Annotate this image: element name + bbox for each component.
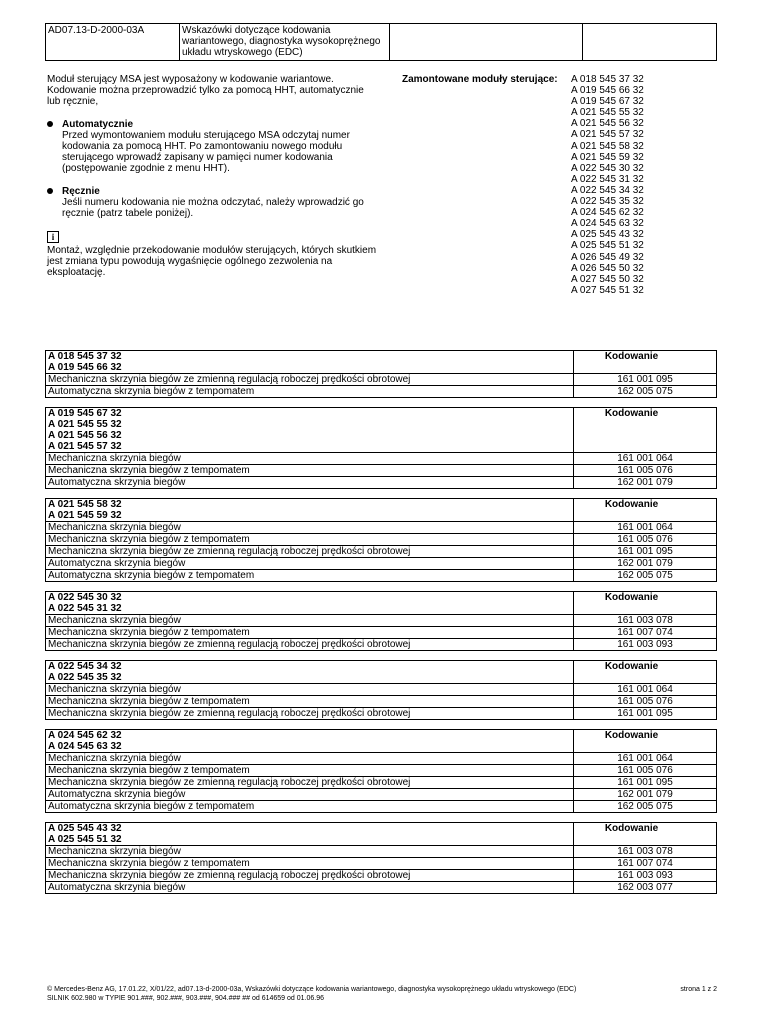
table-row bbox=[46, 858, 717, 870]
part-number: A 019 545 67 32 bbox=[48, 408, 122, 419]
module-item: A 027 545 50 32 bbox=[571, 273, 644, 285]
module-item: A 019 545 66 32 bbox=[571, 85, 644, 97]
table-row bbox=[46, 570, 717, 582]
coding-value: 161 007 074 bbox=[574, 858, 717, 870]
gearbox-description: Mechaniczna skrzynia biegów bbox=[46, 753, 574, 765]
coding-value: 161 003 093 bbox=[574, 870, 717, 882]
doc-id: AD07.13-D-2000-03A bbox=[46, 24, 180, 60]
table-row bbox=[46, 789, 717, 801]
gearbox-description: Mechaniczna skrzynia biegów ze zmienną regulacją roboczej prędkości obrotowej bbox=[46, 777, 574, 789]
info-icon: i bbox=[47, 231, 59, 243]
intro-section bbox=[47, 74, 377, 278]
module-item: A 022 545 34 32 bbox=[571, 184, 644, 196]
coding-value: 162 001 079 bbox=[574, 558, 717, 570]
coding-table-header bbox=[46, 592, 717, 615]
coding-value: 161 001 095 bbox=[574, 546, 717, 558]
module-item: A 026 545 50 32 bbox=[571, 262, 644, 274]
table-row bbox=[46, 696, 717, 708]
coding-table-header bbox=[46, 351, 717, 374]
coding-table bbox=[45, 729, 717, 813]
coding-value: 161 001 064 bbox=[574, 522, 717, 534]
coding-value: 161 003 078 bbox=[574, 846, 717, 858]
coding-value: 161 003 093 bbox=[574, 639, 717, 651]
coding-table-header bbox=[46, 499, 717, 522]
module-item: A 022 545 31 32 bbox=[571, 173, 644, 185]
gearbox-description: Mechaniczna skrzynia biegów z tempomatem bbox=[46, 534, 574, 546]
table-row bbox=[46, 386, 717, 398]
coding-value: 161 001 064 bbox=[574, 684, 717, 696]
bullet-manual bbox=[47, 186, 377, 219]
header-empty-cell-1 bbox=[390, 24, 583, 60]
table-row bbox=[46, 453, 717, 465]
module-item: A 024 545 63 32 bbox=[571, 218, 644, 230]
coding-column-header: Kodowanie bbox=[574, 730, 717, 753]
page-number: strona 1 z 2 bbox=[680, 986, 717, 993]
part-numbers-cell bbox=[46, 499, 574, 522]
coding-value: 161 001 095 bbox=[574, 777, 717, 789]
coding-value: 162 005 075 bbox=[574, 801, 717, 813]
header-table bbox=[45, 23, 717, 61]
gearbox-description: Mechaniczna skrzynia biegów bbox=[46, 684, 574, 696]
doc-title: Wskazówki dotyczące kodowania wariantowego, diagnostyka wysokoprężnego układu wtryskowego (EDC) bbox=[180, 24, 390, 60]
coding-value: 161 005 076 bbox=[574, 765, 717, 777]
gearbox-description: Mechaniczna skrzynia biegów z tempomatem bbox=[46, 627, 574, 639]
module-item: A 026 545 49 32 bbox=[571, 251, 644, 263]
gearbox-description: Mechaniczna skrzynia biegów z tempomatem bbox=[46, 765, 574, 777]
gearbox-description: Automatyczna skrzynia biegów bbox=[46, 477, 574, 489]
coding-column-header: Kodowanie bbox=[574, 499, 717, 522]
coding-table bbox=[45, 407, 717, 489]
bullet-automatic bbox=[47, 119, 377, 174]
part-number: A 021 545 58 32 bbox=[48, 499, 122, 510]
coding-value: 161 005 076 bbox=[574, 465, 717, 477]
module-item: A 027 545 51 32 bbox=[571, 284, 644, 296]
table-row bbox=[46, 684, 717, 696]
coding-value: 161 005 076 bbox=[574, 696, 717, 708]
coding-value: 161 005 076 bbox=[574, 534, 717, 546]
part-number: A 024 545 63 32 bbox=[48, 741, 122, 752]
coding-table-header bbox=[46, 730, 717, 753]
table-row bbox=[46, 627, 717, 639]
table-row bbox=[46, 753, 717, 765]
coding-table bbox=[45, 498, 717, 582]
table-row bbox=[46, 801, 717, 813]
coding-value: 161 001 064 bbox=[574, 753, 717, 765]
part-number: A 021 545 56 32 bbox=[48, 430, 122, 441]
table-row bbox=[46, 615, 717, 627]
table-row bbox=[46, 522, 717, 534]
table-row bbox=[46, 558, 717, 570]
part-number: A 021 545 57 32 bbox=[48, 441, 122, 452]
module-item: A 021 545 59 32 bbox=[571, 151, 644, 163]
table-row bbox=[46, 870, 717, 882]
module-item: A 021 545 58 32 bbox=[571, 140, 644, 152]
module-item: A 025 545 43 32 bbox=[571, 229, 644, 241]
module-item: A 021 545 57 32 bbox=[571, 129, 644, 141]
gearbox-description: Automatyczna skrzynia biegów z tempomatem bbox=[46, 801, 574, 813]
coding-column-header: Kodowanie bbox=[574, 592, 717, 615]
bullet-dot-icon bbox=[47, 188, 53, 194]
bullet-manual-text: Jeśli numeru kodowania nie można odczytać, należy wprowadzić go ręcznie (patrz tabele poniżej). bbox=[62, 197, 364, 219]
gearbox-description: Automatyczna skrzynia biegów bbox=[46, 789, 574, 801]
modules-label: Zamontowane moduły sterujące: bbox=[402, 74, 558, 85]
bullet-automatic-title: Automatycznie bbox=[62, 119, 134, 130]
part-number: A 022 545 34 32 bbox=[48, 661, 122, 672]
gearbox-description: Mechaniczna skrzynia biegów ze zmienną regulacją roboczej prędkości obrotowej bbox=[46, 870, 574, 882]
intro-paragraph: Moduł sterujący MSA jest wyposażony w kodowanie wariantowe. Kodowanie można przeprowadzić tylko za pomocą HHT, automatycznie lub ręcznie, bbox=[47, 74, 364, 107]
header-empty-cell-2 bbox=[583, 24, 716, 60]
gearbox-description: Mechaniczna skrzynia biegów z tempomatem bbox=[46, 858, 574, 870]
table-row bbox=[46, 708, 717, 720]
footer-copyright: © Mercedes-Benz AG, 17.01.22, X/01/22, ad07.13-d-2000-03a, Wskazówki dotyczące kodowania wariantowego, diagnostyka wysokoprężnego układu wtryskowego (EDC) bbox=[47, 986, 577, 993]
table-row bbox=[46, 639, 717, 651]
module-item: A 022 545 30 32 bbox=[571, 162, 644, 174]
gearbox-description: Mechaniczna skrzynia biegów bbox=[46, 522, 574, 534]
coding-tables bbox=[45, 350, 717, 903]
footer bbox=[47, 985, 717, 1003]
table-row bbox=[46, 465, 717, 477]
part-number: A 022 545 31 32 bbox=[48, 603, 122, 614]
gearbox-description: Automatyczna skrzynia biegów z tempomatem bbox=[46, 570, 574, 582]
part-number: A 024 545 62 32 bbox=[48, 730, 122, 741]
module-item: A 021 545 55 32 bbox=[571, 107, 644, 119]
coding-column-header: Kodowanie bbox=[574, 408, 717, 453]
table-row bbox=[46, 765, 717, 777]
coding-value: 162 001 079 bbox=[574, 789, 717, 801]
gearbox-description: Mechaniczna skrzynia biegów ze zmienną regulacją roboczej prędkości obrotowej bbox=[46, 546, 574, 558]
table-row bbox=[46, 846, 717, 858]
coding-table bbox=[45, 660, 717, 720]
coding-table bbox=[45, 822, 717, 894]
part-number: A 021 545 59 32 bbox=[48, 510, 122, 521]
part-number: A 022 545 35 32 bbox=[48, 672, 122, 683]
part-number: A 019 545 66 32 bbox=[48, 362, 122, 373]
coding-value: 161 003 078 bbox=[574, 615, 717, 627]
part-numbers-cell bbox=[46, 661, 574, 684]
bullet-dot-icon bbox=[47, 121, 53, 127]
gearbox-description: Mechaniczna skrzynia biegów z tempomatem bbox=[46, 465, 574, 477]
gearbox-description: Automatyczna skrzynia biegów z tempomatem bbox=[46, 386, 574, 398]
gearbox-description: Mechaniczna skrzynia biegów z tempomatem bbox=[46, 696, 574, 708]
table-row bbox=[46, 546, 717, 558]
module-item: A 024 545 62 32 bbox=[571, 207, 644, 219]
module-item: A 018 545 37 32 bbox=[571, 74, 644, 85]
table-row bbox=[46, 477, 717, 489]
coding-value: 161 001 095 bbox=[574, 374, 717, 386]
gearbox-description: Mechaniczna skrzynia biegów ze zmienną regulacją roboczej prędkości obrotowej bbox=[46, 708, 574, 720]
part-number: A 025 545 43 32 bbox=[48, 823, 122, 834]
coding-value: 162 003 077 bbox=[574, 882, 717, 894]
bullet-automatic-text: Przed wymontowaniem modułu sterującego MSA odczytaj numer kodowania za pomocą HHT. Po zamontowaniu nowego modułu sterującego wprowadź zapisany w pamięci numer kodowania (postępowanie zgodnie z menu HHT). bbox=[62, 130, 350, 174]
part-number: A 021 545 55 32 bbox=[48, 419, 122, 430]
part-numbers-cell bbox=[46, 351, 574, 374]
module-item: A 021 545 56 32 bbox=[571, 118, 644, 130]
coding-value: 162 001 079 bbox=[574, 477, 717, 489]
coding-table-header bbox=[46, 408, 717, 453]
part-numbers-cell bbox=[46, 408, 574, 453]
gearbox-description: Automatyczna skrzynia biegów bbox=[46, 558, 574, 570]
bullet-manual-title: Ręcznie bbox=[62, 186, 100, 197]
part-number: A 022 545 30 32 bbox=[48, 592, 122, 603]
coding-value: 161 001 064 bbox=[574, 453, 717, 465]
table-row bbox=[46, 534, 717, 546]
module-item: A 022 545 35 32 bbox=[571, 196, 644, 208]
part-numbers-cell bbox=[46, 730, 574, 753]
coding-table-header bbox=[46, 823, 717, 846]
modules-list bbox=[571, 74, 644, 296]
footer-engine-info: SILNIK 602.980 w TYPIE 901.###, 902.###, 903.###, 904.### ## od 614659 od 01.06.96 bbox=[47, 995, 324, 1002]
coding-value: 161 001 095 bbox=[574, 708, 717, 720]
gearbox-description: Mechaniczna skrzynia biegów bbox=[46, 453, 574, 465]
table-row bbox=[46, 777, 717, 789]
module-item: A 025 545 51 32 bbox=[571, 240, 644, 252]
coding-table bbox=[45, 591, 717, 651]
info-text: Montaż, względnie przekodowanie modułów sterujących, których skutkiem jest zmiana typu powodują wygaśnięcie ogólnego zezwolenia na eksploatację. bbox=[47, 245, 377, 278]
gearbox-description: Mechaniczna skrzynia biegów ze zmienną regulacją roboczej prędkości obrotowej bbox=[46, 639, 574, 651]
coding-column-header: Kodowanie bbox=[574, 661, 717, 684]
gearbox-description: Mechaniczna skrzynia biegów bbox=[46, 846, 574, 858]
table-row bbox=[46, 374, 717, 386]
part-numbers-cell bbox=[46, 592, 574, 615]
coding-table-header bbox=[46, 661, 717, 684]
gearbox-description: Mechaniczna skrzynia biegów ze zmienną regulacją roboczej prędkości obrotowej bbox=[46, 374, 574, 386]
part-number: A 025 545 51 32 bbox=[48, 834, 122, 845]
coding-value: 162 005 075 bbox=[574, 386, 717, 398]
coding-table bbox=[45, 350, 717, 398]
table-row bbox=[46, 882, 717, 894]
gearbox-description: Mechaniczna skrzynia biegów bbox=[46, 615, 574, 627]
part-number: A 018 545 37 32 bbox=[48, 351, 122, 362]
coding-value: 161 007 074 bbox=[574, 627, 717, 639]
part-numbers-cell bbox=[46, 823, 574, 846]
coding-column-header: Kodowanie bbox=[574, 351, 717, 374]
coding-value: 162 005 075 bbox=[574, 570, 717, 582]
module-item: A 019 545 67 32 bbox=[571, 96, 644, 108]
gearbox-description: Automatyczna skrzynia biegów bbox=[46, 882, 574, 894]
coding-column-header: Kodowanie bbox=[574, 823, 717, 846]
